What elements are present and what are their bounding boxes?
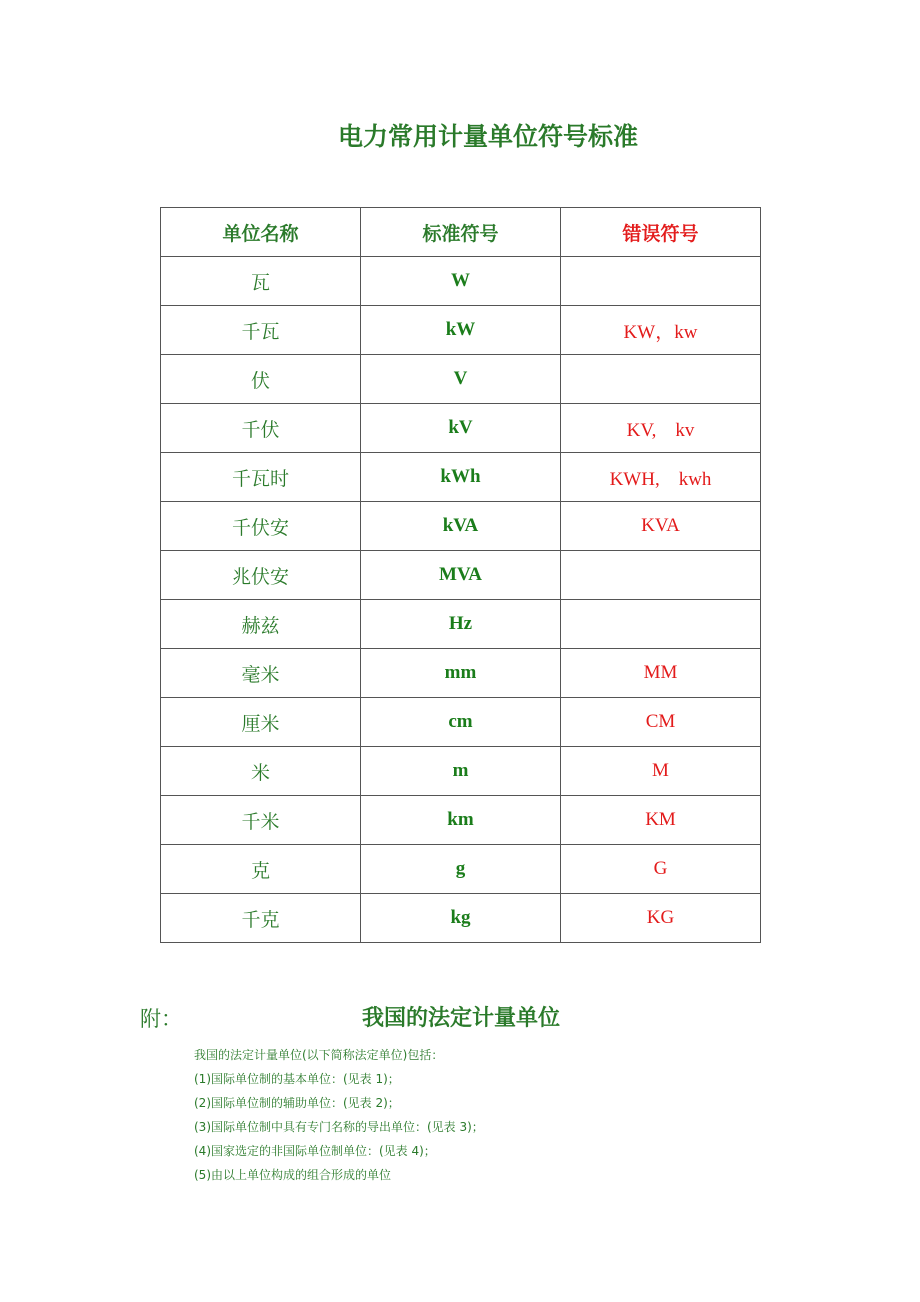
standard-symbol-cell: Hz — [361, 600, 561, 649]
unit-name-cell: 米 — [161, 747, 361, 796]
table-row — [161, 698, 761, 747]
wrong-symbol-cell: M — [561, 747, 761, 796]
standard-symbol-cell: kVA — [361, 502, 561, 551]
table-row — [161, 257, 761, 306]
standard-symbol-cell: km — [361, 796, 561, 845]
appendix-notes — [194, 1043, 484, 1187]
note-line: (3)国际单位制中具有专门名称的导出单位：(见表 3)； — [194, 1120, 484, 1134]
appendix-label: 附： — [140, 1007, 182, 1031]
wrong-symbol-cell: G — [561, 845, 761, 894]
wrong-symbol-cell — [561, 355, 761, 404]
table-row — [161, 649, 761, 698]
note-line: (4)国家选定的非国际单位制单位：(见表 4)； — [194, 1144, 436, 1158]
table-row — [161, 551, 761, 600]
standard-symbol-cell: kV — [361, 404, 561, 453]
table-row — [161, 747, 761, 796]
table-row — [161, 796, 761, 845]
page-title: 电力常用计量单位符号标准 — [337, 122, 638, 151]
header-standard-symbol: 标准符号 — [361, 208, 561, 257]
standard-symbol-cell: kW — [361, 306, 561, 355]
wrong-symbol-cell — [561, 600, 761, 649]
wrong-symbol-cell: KV, kv — [561, 404, 761, 453]
table-row — [161, 502, 761, 551]
table-header-row — [161, 208, 761, 257]
standard-symbol-cell: kWh — [361, 453, 561, 502]
unit-name-cell: 千米 — [161, 796, 361, 845]
units-table — [160, 207, 761, 943]
wrong-symbol-cell — [561, 257, 761, 306]
appendix-title: 我国的法定计量单位 — [362, 1006, 561, 1031]
unit-name-cell: 千伏 — [161, 404, 361, 453]
table-row — [161, 894, 761, 943]
standard-symbol-cell: cm — [361, 698, 561, 747]
unit-name-cell: 千伏安 — [161, 502, 361, 551]
wrong-symbol-cell: KWH, kwh — [561, 453, 761, 502]
wrong-symbol-cell — [561, 551, 761, 600]
table-row — [161, 600, 761, 649]
unit-name-cell: 千克 — [161, 894, 361, 943]
table-row — [161, 404, 761, 453]
unit-name-cell: 毫米 — [161, 649, 361, 698]
table-row — [161, 453, 761, 502]
unit-name-cell: 厘米 — [161, 698, 361, 747]
wrong-symbol-cell: KG — [561, 894, 761, 943]
standard-symbol-cell: kg — [361, 894, 561, 943]
wrong-symbol-cell: CM — [561, 698, 761, 747]
note-line: 我国的法定计量单位(以下简称法定单位)包括： — [194, 1048, 444, 1062]
note-line: (5)由以上单位构成的组合形成的单位 — [194, 1168, 391, 1182]
standard-symbol-cell: g — [361, 845, 561, 894]
wrong-symbol-cell: KW，kw — [561, 306, 761, 355]
standard-symbol-cell: mm — [361, 649, 561, 698]
standard-symbol-cell: V — [361, 355, 561, 404]
standard-symbol-cell: m — [361, 747, 561, 796]
unit-name-cell: 千瓦时 — [161, 453, 361, 502]
unit-name-cell: 克 — [161, 845, 361, 894]
unit-name-cell: 赫兹 — [161, 600, 361, 649]
note-line: (2)国际单位制的辅助单位：(见表 2)； — [194, 1096, 400, 1110]
wrong-symbol-cell: MM — [561, 649, 761, 698]
unit-name-cell: 千瓦 — [161, 306, 361, 355]
unit-name-cell: 兆伏安 — [161, 551, 361, 600]
standard-symbol-cell: MVA — [361, 551, 561, 600]
header-wrong-symbol: 错误符号 — [561, 208, 761, 257]
note-line: (1)国际单位制的基本单位：(见表 1)； — [194, 1072, 400, 1086]
unit-name-cell: 伏 — [161, 355, 361, 404]
wrong-symbol-cell: KVA — [561, 502, 761, 551]
table-row — [161, 355, 761, 404]
standard-symbol-cell: W — [361, 257, 561, 306]
table-row — [161, 845, 761, 894]
wrong-symbol-cell: KM — [561, 796, 761, 845]
unit-name-cell: 瓦 — [161, 257, 361, 306]
header-unit-name: 单位名称 — [161, 208, 361, 257]
table-row — [161, 306, 761, 355]
